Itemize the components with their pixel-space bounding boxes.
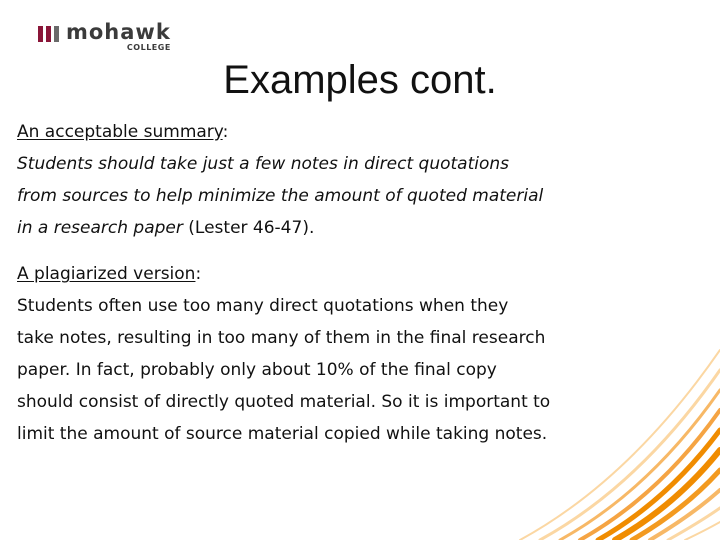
logo-mark-icon: [38, 26, 59, 42]
logo-brand: mohawk: [66, 20, 171, 44]
plagiarized-heading: A plagiarized version:: [17, 264, 202, 284]
summary-heading: An acceptable summary:: [17, 122, 229, 142]
plagiarized-line: should consist of directly quoted material. So it is important to: [17, 392, 551, 412]
logo-bar: [54, 26, 59, 42]
logo-bar: [38, 26, 43, 42]
logo-sub: COLLEGE: [126, 43, 171, 52]
plagiarized-line: paper. In fact, probably only about 10% of the final copy: [17, 360, 497, 380]
plagiarized-line: limit the amount of source material copied while taking notes.: [17, 424, 548, 444]
summary-line: in a research paper (Lester 46-47).: [17, 218, 315, 238]
summary-line: Students should take just a few notes in direct quotations: [17, 154, 510, 174]
logo-bar: [46, 26, 51, 42]
orange-swoosh-decoration: [480, 310, 720, 540]
plagiarized-line: take notes, resulting in too many of them in the final research: [17, 328, 546, 348]
mohawk-college-logo: [38, 22, 171, 52]
plagiarized-line: Students often use too many direct quotations when they: [17, 296, 509, 316]
slide-title: Examples cont.: [223, 58, 497, 102]
summary-line: from sources to help minimize the amount of quoted material: [17, 186, 544, 206]
summary-citation: (Lester 46-47).: [182, 218, 315, 238]
